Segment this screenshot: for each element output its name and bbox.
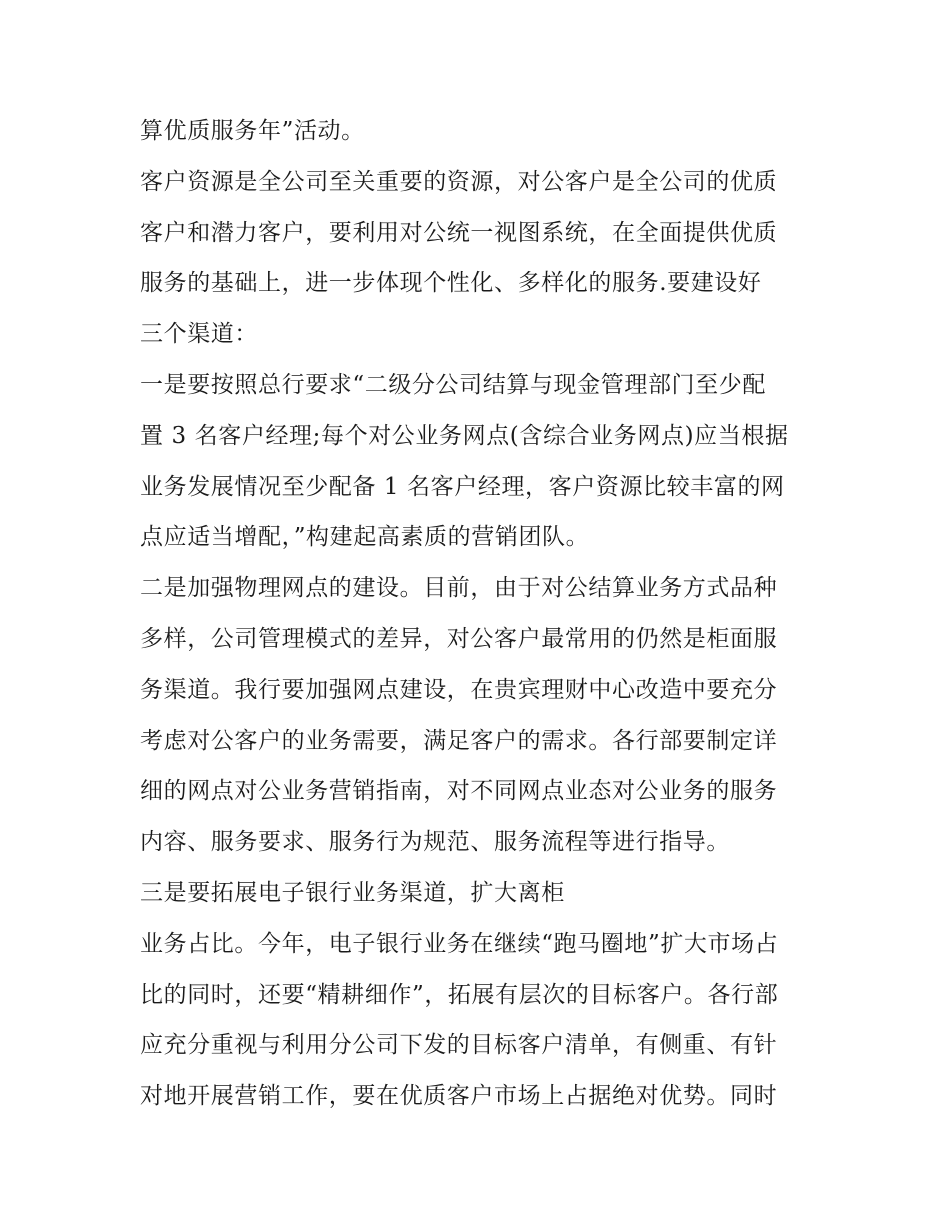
- text-line: 三是要拓展电子银行业务渠道，扩大离柜: [140, 879, 565, 906]
- text-line: 比的同时，还要“精耕细作”，拓展有层次的目标客户。各行部: [140, 981, 779, 1008]
- text-line: 二是加强物理网点的建设。目前，由于对公结算业务方式品种: [140, 575, 778, 602]
- text-line: 算优质服务年”活动。: [140, 118, 365, 144]
- text-line: 细的网点对公业务营销指南，对不同网点业态对公业务的服务: [140, 778, 778, 805]
- text-line: 一是要按照总行要求“二级分公司结算与现金管理部门至少配: [140, 371, 766, 398]
- text-line: 三个渠道：: [140, 321, 258, 348]
- text-line: 点应适当增配，”构建起高素质的营销团队。: [140, 524, 590, 551]
- text-line: 考虑对公客户的业务需要，满足客户的需求。各行部要制定详: [140, 727, 778, 754]
- text-line: 内容、服务要求、服务行为规范、服务流程等进行指导。: [140, 829, 730, 856]
- text-line: 多样，公司管理模式的差异，对公客户最常用的仍然是柜面服: [140, 625, 778, 652]
- text-line: 务渠道。我行要加强网点建设，在贵宾理财中心改造中要充分: [140, 676, 778, 703]
- text-line: 客户资源是全公司至关重要的资源，对公客户是全公司的优质: [140, 168, 778, 195]
- text-line: 置 3 名客户经理;每个对公业务网点(含综合业务网点)应当根据: [140, 422, 789, 449]
- document-text-body: [140, 106, 830, 1122]
- text-line: 业务占比。今年，电子银行业务在继续“跑马圈地”扩大市场占: [140, 930, 779, 957]
- text-line: 对地开展营销工作，要在优质客户市场上占据绝对优势。同时: [140, 1083, 778, 1110]
- text-line: 客户和潜力客户，要利用对公统一视图系统，在全面提供优质: [140, 219, 778, 246]
- text-line: 服务的基础上，进一步体现个性化、多样化的服务.要建设好: [140, 270, 762, 297]
- text-line: 应充分重视与利用分公司下发的目标客户清单，有侧重、有针: [140, 1032, 778, 1059]
- text-line: 业务发展情况至少配备 1 名客户经理，客户资源比较丰富的网: [140, 473, 785, 500]
